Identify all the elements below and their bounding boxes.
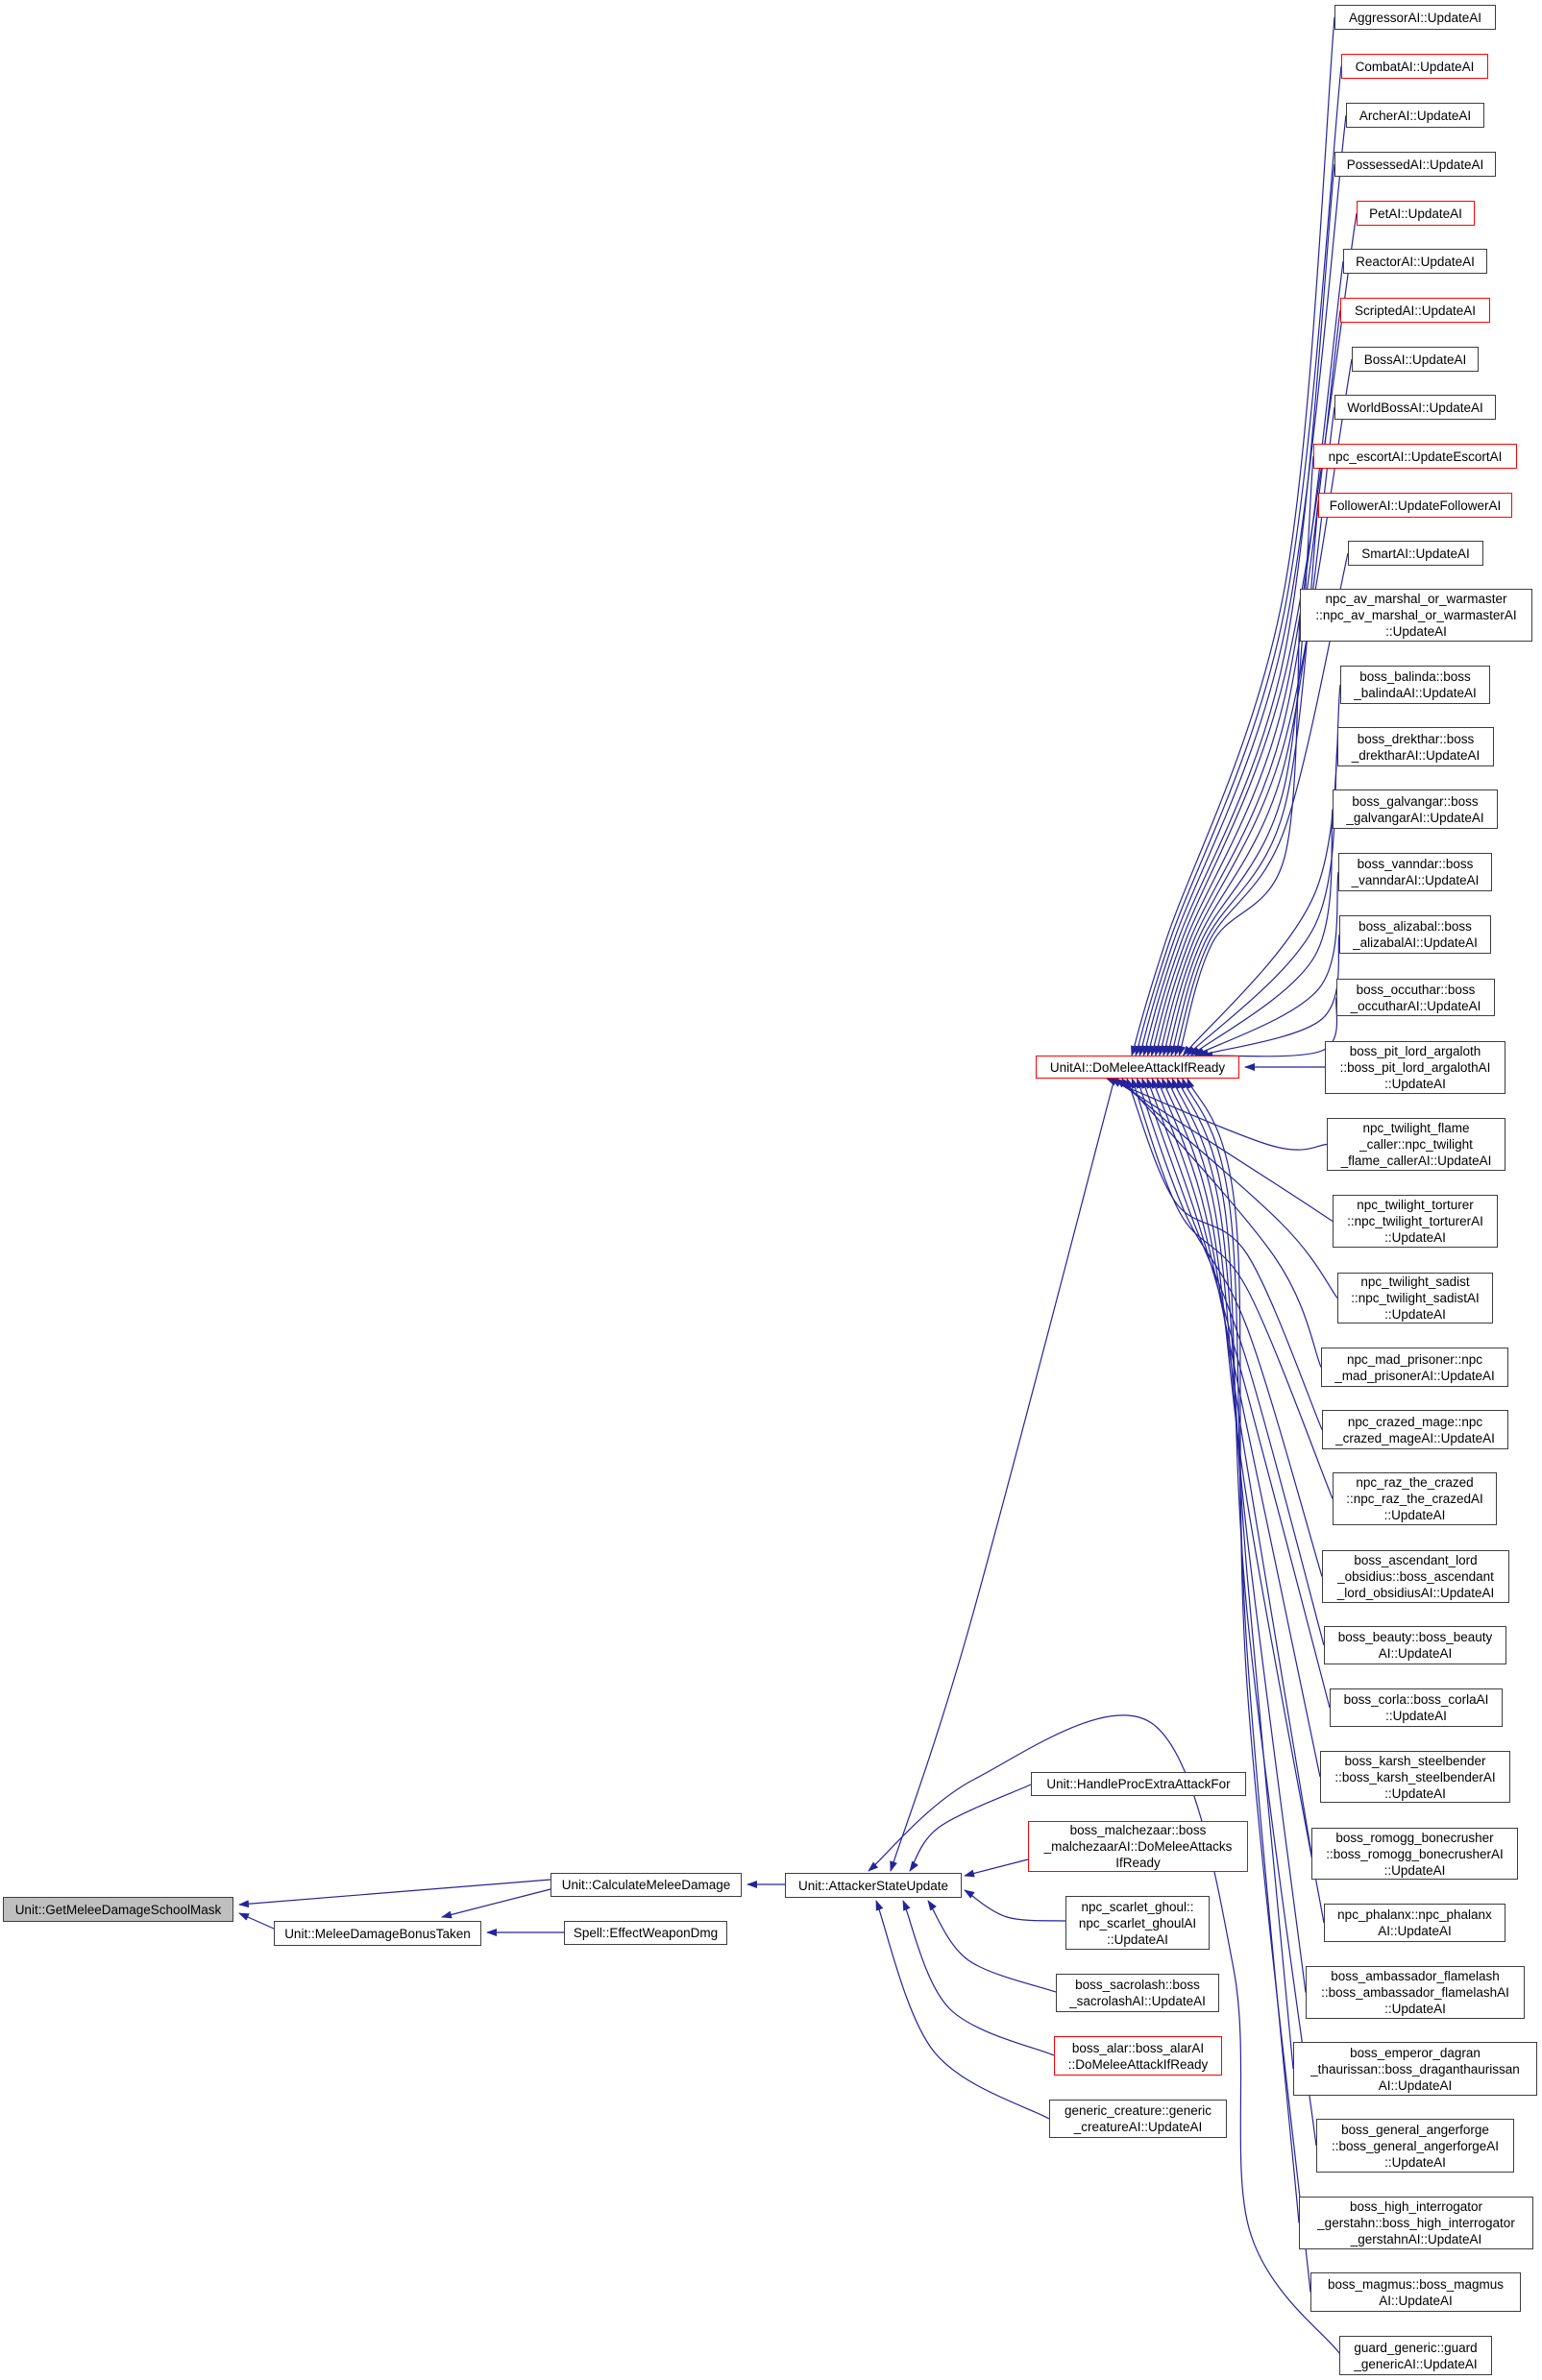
- node-label: WorldBossAI::UpdateAI: [1347, 400, 1483, 415]
- node-pit_lord_argaloth[interactable]: [1325, 1041, 1505, 1094]
- node-label: _drektharAI::UpdateAI: [1351, 747, 1481, 763]
- node-label: boss_ascendant_lord: [1354, 1553, 1478, 1567]
- node-label: _galvangarAI::UpdateAI: [1346, 810, 1484, 825]
- edge-follower_ai-to-do_melee_attack_if_ready: [1171, 505, 1318, 1056]
- node-scripted_ai[interactable]: [1340, 298, 1490, 323]
- node-label: npc_crazed_mage::npc: [1347, 1414, 1483, 1429]
- node-phalanx[interactable]: [1324, 1904, 1505, 1942]
- node-raz_the_crazed[interactable]: [1333, 1472, 1497, 1525]
- node-generic_creature_update_ai[interactable]: [1049, 2100, 1227, 2138]
- node-label: boss_karsh_steelbender: [1344, 1753, 1486, 1768]
- node-do_melee_attack_if_ready[interactable]: [1036, 1056, 1239, 1079]
- edge-crazed_mage-to-do_melee_attack_if_ready: [1127, 1079, 1322, 1430]
- node-label: CombatAI::UpdateAI: [1355, 59, 1475, 74]
- node-emperor_dagran_thaurissan[interactable]: [1293, 2042, 1537, 2096]
- edge-occuthar-to-do_melee_attack_if_ready: [1203, 998, 1337, 1056]
- node-label: boss_alar::boss_alarAI: [1071, 2040, 1205, 2055]
- node-label: _gerstahn::boss_high_interrogator: [1317, 2216, 1515, 2230]
- node-label: ScriptedAI::UpdateAI: [1354, 303, 1477, 318]
- node-attacker_state_update[interactable]: [785, 1873, 962, 1898]
- node-label: ::UpdateAI: [1383, 1862, 1446, 1878]
- node-label: ::npc_twilight_torturerAI: [1347, 1214, 1483, 1228]
- node-handle_proc_extra_attack_for[interactable]: [1031, 1772, 1246, 1796]
- node-label: ::boss_romogg_bonecrusherAI: [1326, 1846, 1504, 1861]
- node-corla[interactable]: [1330, 1688, 1503, 1727]
- node-label: ::UpdateAI: [1384, 1230, 1446, 1245]
- edge-scripted_ai-to-do_melee_attack_if_ready: [1156, 310, 1340, 1056]
- node-sacrolash_update_ai[interactable]: [1056, 1974, 1219, 2012]
- node-guard_generic[interactable]: [1339, 2336, 1492, 2375]
- node-label: _malchezaarAI::DoMeleeAttacks: [1043, 1839, 1233, 1854]
- node-label: AI::UpdateAI: [1379, 2293, 1453, 2308]
- node-label: npc_escortAI::UpdateEscortAI: [1328, 449, 1503, 464]
- node-label: npc_twilight_torturer: [1357, 1198, 1474, 1212]
- node-label: ReactorAI::UpdateAI: [1356, 254, 1475, 269]
- node-label: AI::UpdateAI: [1378, 2077, 1453, 2093]
- node-combat_ai[interactable]: [1341, 54, 1488, 79]
- node-label: boss_romogg_bonecrusher: [1335, 1830, 1494, 1845]
- node-label: AI::UpdateAI: [1378, 1924, 1452, 1938]
- node-label: ::UpdateAI: [1383, 1508, 1446, 1522]
- node-alar_do_melee_attack_if_ready[interactable]: [1054, 2036, 1222, 2076]
- node-twilight_torturer[interactable]: [1333, 1195, 1498, 1248]
- node-world_boss_ai[interactable]: [1334, 395, 1496, 420]
- edge-scarlet_ghoul_update_ai-to-attacker_state_update: [965, 1890, 1065, 1921]
- node-label: ::UpdateAI: [1385, 1709, 1447, 1723]
- edge-vanndar-to-do_melee_attack_if_ready: [1195, 872, 1338, 1056]
- node-label: _crazed_mageAI::UpdateAI: [1335, 1430, 1495, 1445]
- node-malchezaar_do_melee_attacks_if_ready[interactable]: [1028, 1821, 1248, 1872]
- node-label: ::UpdateAI: [1384, 2002, 1446, 2016]
- edge-aggressor_ai-to-do_melee_attack_if_ready: [1132, 17, 1334, 1056]
- node-label: _obsidius::boss_ascendant: [1337, 1569, 1494, 1584]
- edge-romogg_bonecrusher-to-do_melee_attack_if_ready: [1158, 1079, 1312, 1854]
- edge-malchezaar_do_melee_attacks_if_ready-to-attacker_state_update: [965, 1859, 1028, 1876]
- node-label: _caller::npc_twilight: [1359, 1137, 1473, 1152]
- node-label: boss_beauty::boss_beauty: [1337, 1630, 1493, 1644]
- node-label: boss_corla::boss_corlaAI: [1343, 1692, 1489, 1707]
- node-calculate_melee_damage[interactable]: [551, 1873, 742, 1897]
- node-twilight_sadist[interactable]: [1337, 1273, 1493, 1324]
- node-label: _vanndarAI::UpdateAI: [1351, 873, 1480, 887]
- node-label: ::boss_ambassador_flamelashAI: [1321, 1985, 1509, 2000]
- edge-drekthar-to-do_melee_attack_if_ready: [1187, 747, 1337, 1056]
- edge-sacrolash_update_ai-to-attacker_state_update: [928, 1901, 1056, 1992]
- edge-alar_do_melee_attack_if_ready-to-attacker_state_update: [903, 1901, 1054, 2055]
- node-label: IfReady: [1115, 1856, 1161, 1870]
- node-effect_weapon_dmg[interactable]: [564, 1921, 727, 1945]
- node-label: guard_generic::guard: [1354, 2340, 1478, 2355]
- node-label: npc_scarlet_ghoul::: [1081, 1899, 1194, 1914]
- node-label: boss_alizabal::boss: [1358, 919, 1472, 934]
- node-label: boss_malchezaar::boss: [1069, 1823, 1207, 1837]
- edge-calculate_melee_damage-to-melee_damage_bonus_taken: [442, 1889, 551, 1917]
- node-reactor_ai[interactable]: [1343, 249, 1487, 274]
- node-label: ::boss_general_angerforgeAI: [1331, 2138, 1500, 2153]
- edge-generic_creature_update_ai-to-attacker_state_update: [876, 1901, 1049, 2119]
- node-label: npc_av_marshal_or_warmaster: [1325, 592, 1507, 606]
- node-crazed_mage[interactable]: [1322, 1410, 1508, 1449]
- edge-do_melee_attack_if_ready-to-attacker_state_update: [891, 1079, 1114, 1871]
- node-label: PetAI::UpdateAI: [1369, 206, 1462, 221]
- node-label: npc_scarlet_ghoulAI: [1078, 1915, 1197, 1931]
- node-ambassador_flamelash[interactable]: [1306, 1966, 1525, 2019]
- node-label: boss_magmus::boss_magmus: [1327, 2276, 1505, 2292]
- node-beauty[interactable]: [1324, 1626, 1506, 1664]
- node-label: boss_emperor_dagran: [1350, 2045, 1481, 2060]
- node-pet_ai[interactable]: [1357, 201, 1475, 226]
- node-ascendant_lord_obsidius[interactable]: [1322, 1550, 1509, 1603]
- node-label: npc_twilight_flame: [1362, 1121, 1470, 1135]
- node-label: _genericAI::UpdateAI: [1354, 2356, 1478, 2371]
- node-label: _gerstahnAI::UpdateAI: [1350, 2232, 1482, 2246]
- node-aggressor_ai[interactable]: [1334, 5, 1496, 30]
- node-label: ::UpdateAI: [1384, 1307, 1446, 1322]
- node-label: npc_phalanx::npc_phalanx: [1337, 1907, 1492, 1922]
- node-label: boss_galvangar::boss: [1352, 793, 1479, 809]
- node-romogg_bonecrusher[interactable]: [1311, 1828, 1518, 1880]
- node-follower_ai[interactable]: [1318, 493, 1512, 518]
- node-label: UnitAI::DoMeleeAttackIfReady: [1049, 1059, 1226, 1075]
- node-label: ::npc_raz_the_crazedAI: [1346, 1492, 1483, 1506]
- node-occuthar[interactable]: [1336, 979, 1495, 1016]
- node-label: BossAI::UpdateAI: [1363, 352, 1467, 367]
- edge-alizabal-to-do_melee_attack_if_ready: [1199, 935, 1339, 1056]
- node-label: ::UpdateAI: [1384, 1785, 1446, 1801]
- node-label: _lord_obsidiusAI::UpdateAI: [1336, 1586, 1495, 1600]
- node-label: Unit::GetMeleeDamageSchoolMask: [14, 1902, 222, 1917]
- edge-handle_proc_extra_attack_for-to-attacker_state_update: [910, 1785, 1031, 1871]
- node-label: Unit::HandleProcExtraAttackFor: [1046, 1777, 1231, 1791]
- node-label: AI::UpdateAI: [1378, 1646, 1453, 1661]
- edge-melee_damage_bonus_taken-to-get_melee_damage_school_mask: [239, 1913, 274, 1929]
- node-label: ::UpdateAI: [1384, 2154, 1446, 2170]
- node-label: boss_general_angerforge: [1341, 2122, 1489, 2137]
- node-get_melee_damage_school_mask: [3, 1897, 233, 1922]
- node-label: Unit::CalculateMeleeDamage: [561, 1878, 731, 1892]
- node-label: ::UpdateAI: [1384, 1077, 1446, 1091]
- edge-raz_the_crazed-to-do_melee_attack_if_ready: [1132, 1079, 1333, 1499]
- node-label: AggressorAI::UpdateAI: [1348, 10, 1482, 25]
- node-label: _occutharAI::UpdateAI: [1350, 998, 1481, 1013]
- node-label: _creatureAI::UpdateAI: [1073, 2120, 1203, 2134]
- node-label: ::boss_karsh_steelbenderAI: [1334, 1769, 1496, 1785]
- node-label: _balindaAI::UpdateAI: [1354, 686, 1477, 700]
- node-label: Unit::MeleeDamageBonusTaken: [284, 1926, 471, 1941]
- node-general_angerforge[interactable]: [1316, 2119, 1514, 2173]
- node-melee_damage_bonus_taken[interactable]: [274, 1921, 481, 1946]
- node-label: npc_twilight_sadist: [1360, 1275, 1470, 1289]
- node-smart_ai[interactable]: [1348, 541, 1483, 566]
- node-label: boss_high_interrogator: [1349, 2199, 1483, 2214]
- node-label: boss_sacrolash::boss: [1075, 1978, 1200, 1992]
- node-label: npc_raz_the_crazed: [1356, 1475, 1474, 1490]
- node-possessed_ai[interactable]: [1334, 152, 1496, 177]
- node-label: npc_mad_prisoner::npc: [1346, 1351, 1483, 1367]
- node-balinda[interactable]: [1340, 666, 1490, 704]
- node-label: boss_ambassador_flamelash: [1331, 1969, 1500, 1983]
- node-high_interrogator_gerstahn[interactable]: [1299, 2197, 1533, 2249]
- node-label: ArcherAI::UpdateAI: [1358, 108, 1472, 123]
- node-archer_ai[interactable]: [1346, 103, 1484, 128]
- node-alizabal[interactable]: [1339, 915, 1491, 954]
- node-label: generic_creature::generic: [1064, 2103, 1212, 2118]
- node-mad_prisoner[interactable]: [1321, 1348, 1508, 1387]
- node-label: _sacrolashAI::UpdateAI: [1069, 1994, 1206, 2008]
- node-boss_ai[interactable]: [1352, 347, 1479, 372]
- node-label: _thaurissan::boss_draganthaurissan: [1310, 2061, 1520, 2076]
- node-label: ::DoMeleeAttackIfReady: [1067, 2056, 1209, 2072]
- node-label: ::npc_av_marshal_or_warmasterAI: [1315, 608, 1517, 622]
- node-drekthar[interactable]: [1337, 727, 1494, 766]
- node-label: Spell::EffectWeaponDmg: [573, 1926, 719, 1940]
- node-label: ::UpdateAI: [1385, 624, 1447, 639]
- node-scarlet_ghoul_update_ai[interactable]: [1065, 1896, 1210, 1950]
- node-label: ::npc_twilight_sadistAI: [1351, 1291, 1480, 1305]
- node-karsh_steelbender[interactable]: [1320, 1751, 1510, 1803]
- node-label: ::boss_pit_lord_argalothAI: [1339, 1060, 1491, 1075]
- node-label: _mad_prisonerAI::UpdateAI: [1334, 1368, 1495, 1383]
- node-label: ::UpdateAI: [1107, 1931, 1168, 1947]
- node-label: boss_occuthar::boss: [1356, 982, 1476, 997]
- node-vanndar[interactable]: [1338, 853, 1492, 891]
- node-label: boss_drekthar::boss: [1357, 731, 1475, 746]
- node-label: boss_vanndar::boss: [1357, 857, 1474, 871]
- node-label: _flame_callerAI::UpdateAI: [1340, 1154, 1492, 1168]
- node-label: boss_pit_lord_argaloth: [1349, 1044, 1481, 1058]
- node-magmus[interactable]: [1310, 2272, 1521, 2312]
- node-label: _alizabalAI::UpdateAI: [1353, 935, 1478, 950]
- node-label: SmartAI::UpdateAI: [1361, 546, 1470, 561]
- edge-archer_ai-to-do_melee_attack_if_ready: [1139, 115, 1346, 1056]
- node-label: boss_balinda::boss: [1359, 669, 1471, 684]
- node-label: PossessedAI::UpdateAI: [1346, 157, 1484, 172]
- edge-world_boss_ai-to-do_melee_attack_if_ready: [1163, 407, 1334, 1056]
- node-label: Unit::AttackerStateUpdate: [797, 1878, 949, 1893]
- node-npc_escort_ai[interactable]: [1313, 444, 1517, 469]
- node-label: FollowerAI::UpdateFollowerAI: [1329, 498, 1502, 513]
- node-av_marshal_warmaster[interactable]: [1300, 589, 1532, 642]
- node-galvangar[interactable]: [1333, 789, 1498, 829]
- node-twilight_flame_caller[interactable]: [1327, 1118, 1505, 1171]
- edge-twilight_flame_caller-to-do_melee_attack_if_ready: [1107, 1079, 1327, 1150]
